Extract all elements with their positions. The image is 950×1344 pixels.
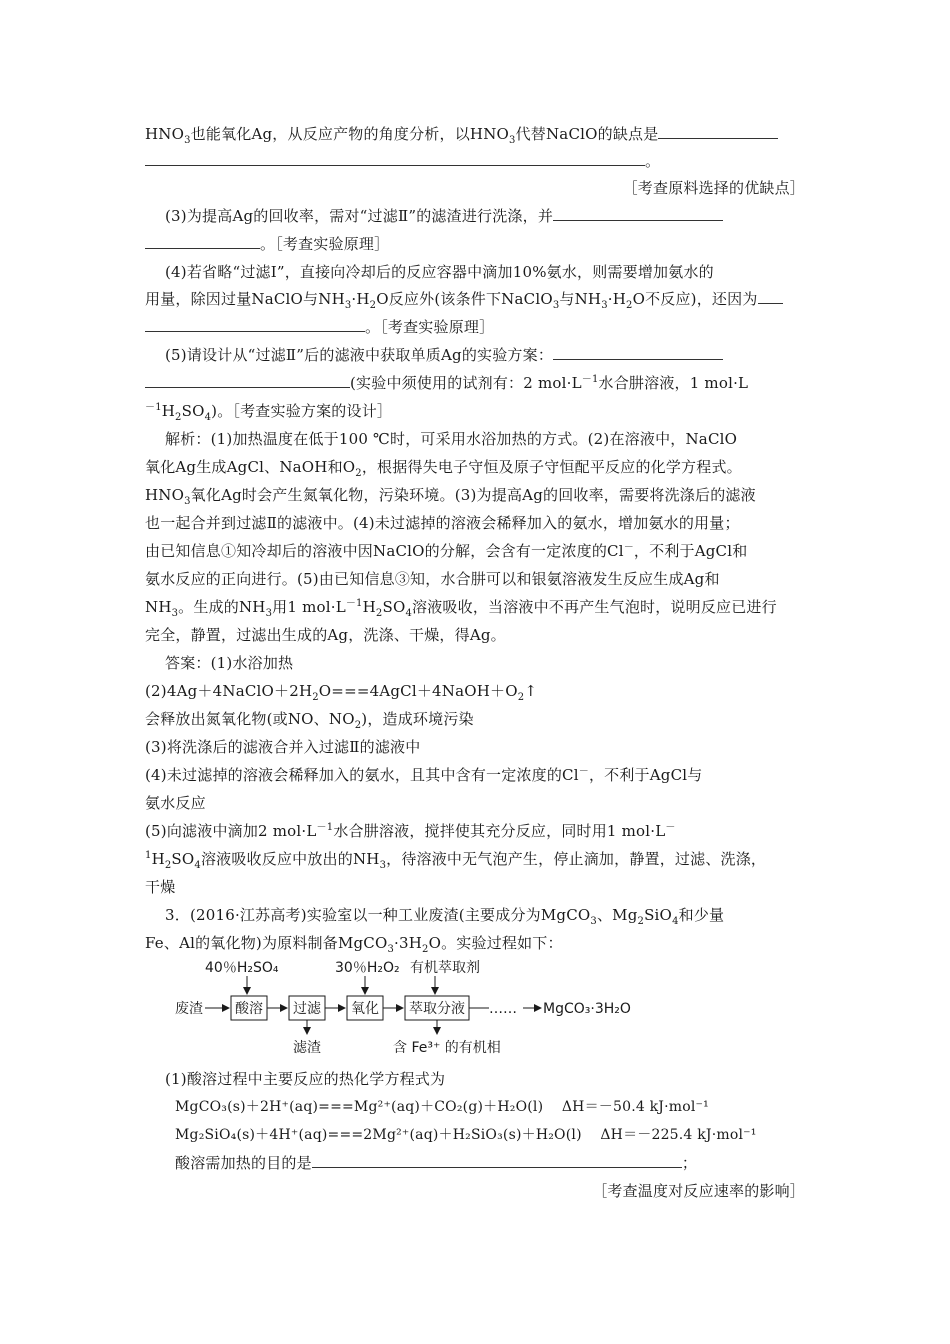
q5-line3: $^{-1}H_2SO_4$)。［考查实验方案的设计］ (145, 402, 393, 423)
final-product: MgCO₃·3H₂O (543, 1001, 631, 1017)
analysis-line6: 氨水反应的正向进行。(5)由已知信息③知，水合肼可以和银氨溶液发生反应生成Ag和 (145, 570, 720, 588)
p3q1-equation2: Mg₂SiO₄(s)＋4H⁺(aq)===2Mg²⁺(aq)＋H₂SiO₃(s)＋H₂O(l) ΔH＝－225.4 kJ·mol⁻¹ (175, 1127, 757, 1143)
q3-line1: (3)为提高Ag的回收率，需对“过滤Ⅱ”的滤渣进行洗涤，并 (165, 205, 723, 227)
start-material: 废渣 (175, 1001, 203, 1017)
answer-blank[interactable] (145, 373, 350, 388)
analysis-line8: 完全，静置，过滤出生成的Ag，洗涤、干燥，得Ag。 (145, 626, 506, 644)
analysis-line1: 解析：(1)加热温度在低于100 ℃时，可采用水浴加热的方式。(2)在溶液中，NaClO (165, 430, 738, 448)
answer-blank[interactable] (312, 1153, 682, 1168)
answer-blank[interactable] (553, 345, 723, 360)
answer-line5: (4)未过滤掉的溶液会稀释加入的氨水，且其中含有一定浓度的Cl－，不利于AgCl与 (145, 766, 703, 784)
step-acid-dissolve: 酸溶 (235, 1001, 263, 1017)
problem3-line2: Fe、Al的氧化物)为原料制备$MgCO_3\cdot 3H_2O$。实验过程如下： (145, 934, 563, 955)
answer-line8: $^1H_2SO_4$溶液吸收反应中放出的$NH_3$，待溶液中无气泡产生，停止滴加，静置，过滤、洗涤， (145, 850, 767, 871)
flow-ellipsis: …… (489, 1001, 517, 1017)
reagent-h2so4: 40％H₂SO₄ (205, 960, 279, 976)
p3q1-tag: ［考查温度对反应速率的影响］ (592, 1182, 805, 1200)
q2-line1: $HNO_3$也能氧化Ag，从反应产物的角度分析，以$HNO_3$代替NaClO的缺点是 (145, 123, 778, 145)
step-oxidize: 氧化 (351, 1001, 379, 1017)
q2-line2: 。 (145, 150, 660, 172)
reagent-extractant: 有机萃取剂 (410, 960, 480, 976)
answer-line2: $(2)4Ag+4NaClO+2H_2O===4AgCl+4NaOH+O_2↑$ (145, 682, 538, 703)
q4-line1: (4)若省略“过滤Ⅰ”，直接向冷却后的反应容器中滴加10%氨水，则需要增加氨水的 (165, 263, 714, 281)
q4-line3: 。［考查实验原理］ (145, 316, 494, 338)
reagent-h2o2: 30％H₂O₂ (335, 960, 400, 976)
output-residue: 滤渣 (293, 1040, 321, 1056)
step-filter: 过滤 (293, 1001, 321, 1017)
analysis-line7: $NH_3$。生成的$NH_3$用1 $mol\cdot L^{-1}H_2SO_4$溶液吸收，当溶液中不再产生气泡时，说明反应已进行 (145, 598, 777, 619)
answer-blank[interactable] (658, 124, 778, 139)
answer-line7: (5)向滤液中滴加2 $mol\cdot L^{-1}$水合肼溶液，搅拌使其充分反应，同时用1 mol·L－ (145, 822, 676, 840)
answer-line1: 答案：(1)水浴加热 (165, 654, 294, 672)
answer-blank[interactable] (145, 234, 260, 249)
analysis-line2: 氧化Ag生成AgCl、NaOH和$O_2$，根据得失电子守恒及原子守恒配平反应的化学方程式。 (145, 458, 742, 479)
answer-line3: 会释放出氮氧化物(或NO、$NO_2$)，造成环境污染 (145, 710, 474, 731)
answer-line4: (3)将洗涤后的滤液合并入过滤Ⅱ的滤液中 (145, 738, 421, 756)
q5-line2: (实验中须使用的试剂有：2 $mol\cdot L^{-1}$水合肼溶液，1 mol·L (145, 372, 748, 394)
answer-blank[interactable] (145, 151, 645, 166)
process-flow-diagram (175, 958, 695, 1058)
p3q1-line4: 酸溶需加热的目的是 ； (175, 1154, 698, 1172)
q2-tag: ［考查原料选择的优缺点］ (622, 179, 805, 197)
output-organic-phase: 含 Fe³⁺ 的有机相 (393, 1040, 501, 1056)
analysis-line3: $HNO_3$氧化Ag时会产生氮氧化物，污染环境。(3)为提高Ag的回收率，需要将洗涤后的滤液 (145, 486, 756, 507)
answer-line6: 氨水反应 (145, 794, 206, 812)
answer-blank[interactable] (145, 317, 365, 332)
step-extract: 萃取分液 (409, 1001, 465, 1017)
p3q1-line1: (1)酸溶过程中主要反应的热化学方程式为 (165, 1070, 446, 1088)
analysis-line4: 也一起合并到过滤Ⅱ的滤液中。(4)未过滤掉的溶液会稀释加入的氨水，增加氨水的用量； (145, 514, 740, 532)
q3-line2: 。［考查实验原理］ (145, 233, 389, 255)
q5-line1: (5)请设计从“过滤Ⅱ”后的滤液中获取单质Ag的实验方案： (165, 344, 723, 366)
p3q1-equation1: MgCO₃(s)＋2H⁺(aq)===Mg²⁺(aq)＋CO₂(g)＋H₂O(l) ΔH＝－50.4 kJ·mol⁻¹ (175, 1099, 709, 1115)
answer-blank[interactable] (553, 206, 723, 221)
answer-blank[interactable] (758, 289, 783, 304)
analysis-line5: 由已知信息①知冷却后的溶液中因NaClO的分解，会含有一定浓度的Cl－，不利于AgCl和 (145, 542, 748, 560)
problem3-line1: 3．(2016·江苏高考)实验室以一种工业废渣(主要成分为MgCO$_3$、$Mg_2SiO_4$和少量 (165, 906, 725, 927)
answer-line9: 干燥 (145, 878, 176, 896)
q4-line2: 用量，除因过量NaClO与$NH_3\cdot H_2O$反应外(该条件下NaClO$_3$与$NH_3\cdot H_2O$不反应)，还因为 (145, 288, 783, 310)
